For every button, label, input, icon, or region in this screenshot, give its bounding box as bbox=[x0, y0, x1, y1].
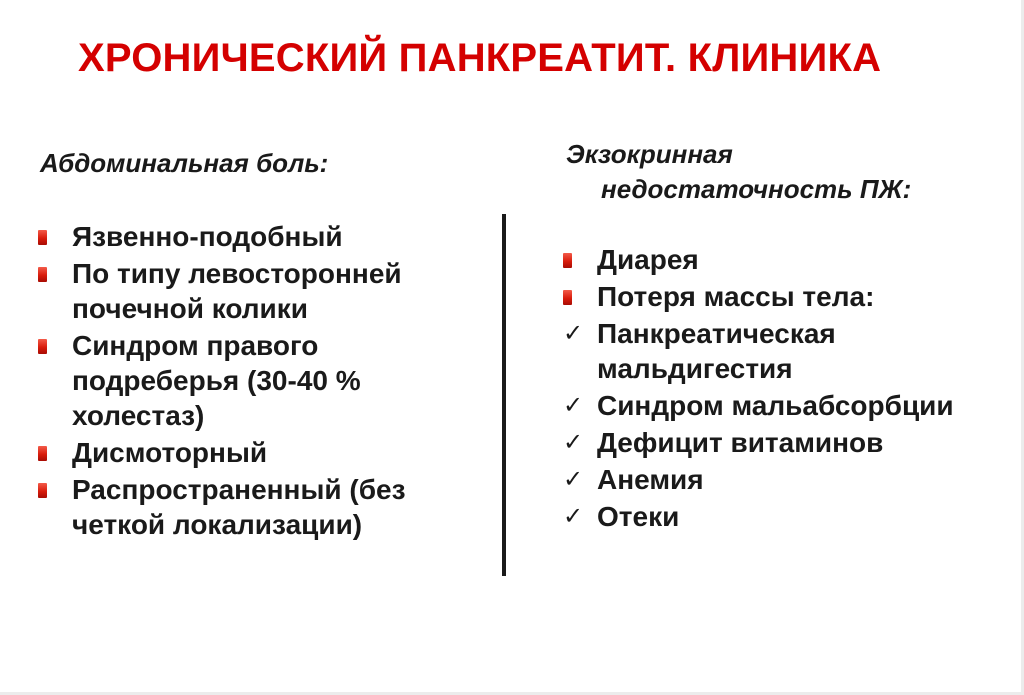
list-item-text-line: Анемия bbox=[597, 464, 704, 495]
red-bullet-icon bbox=[563, 290, 572, 305]
red-bullet-icon bbox=[38, 230, 47, 245]
list-item bbox=[38, 472, 405, 542]
list-item-text-line: Отеки bbox=[597, 501, 680, 532]
right-heading-line-2: недостаточность ПЖ: bbox=[601, 174, 912, 204]
list-item bbox=[563, 242, 954, 277]
red-bullet-icon bbox=[38, 446, 47, 461]
list-item bbox=[38, 219, 405, 254]
red-bullet-icon bbox=[38, 483, 47, 498]
list-item bbox=[38, 328, 405, 433]
right-heading-line-1: Экзокринная bbox=[566, 139, 733, 169]
checkmark-icon: ✓ bbox=[563, 465, 584, 493]
list-item-text-line: Диарея bbox=[597, 244, 699, 275]
pain-types-list bbox=[38, 219, 405, 544]
list-item bbox=[563, 499, 954, 534]
list-item-text-line: четкой локализации) bbox=[72, 509, 363, 540]
list-item-text-line: Язвенно-подобный bbox=[72, 221, 343, 252]
list-item-text-line: Панкреатическая bbox=[597, 318, 836, 349]
list-item bbox=[563, 462, 954, 497]
list-item-text-line: Дефицит витаминов bbox=[597, 427, 884, 458]
checkmark-icon: ✓ bbox=[563, 319, 584, 347]
column-divider bbox=[502, 214, 506, 576]
red-bullet-icon bbox=[38, 339, 47, 354]
list-item bbox=[563, 279, 954, 314]
list-item-text-line: подреберья (30-40 % bbox=[72, 365, 361, 396]
list-item bbox=[38, 435, 405, 470]
left-column-heading: Абдоминальная боль: bbox=[40, 148, 329, 178]
checkmark-icon: ✓ bbox=[563, 502, 584, 530]
checkmark-icon: ✓ bbox=[563, 391, 584, 419]
list-item-text-line: Дисмоторный bbox=[72, 437, 268, 468]
list-item-text-line: По типу левосторонней bbox=[72, 258, 402, 289]
list-item-text-line: почечной колики bbox=[72, 293, 308, 324]
exocrine-insufficiency-list bbox=[563, 242, 954, 536]
list-item bbox=[563, 425, 954, 460]
red-bullet-icon bbox=[563, 253, 572, 268]
list-item bbox=[563, 388, 954, 423]
list-item-text-line: Синдром правого bbox=[72, 330, 319, 361]
slide-title: ХРОНИЧЕСКИЙ ПАНКРЕАТИТ. КЛИНИКА bbox=[78, 36, 882, 80]
list-item-text-line: Распространенный (без bbox=[72, 474, 406, 505]
list-item-text-line: Потеря массы тела: bbox=[597, 281, 875, 312]
list-item-text-line: холестаз) bbox=[72, 400, 205, 431]
right-column-heading bbox=[566, 137, 911, 207]
list-item-text-line: Синдром мальабсорбции bbox=[597, 390, 954, 421]
list-item bbox=[563, 316, 954, 386]
red-bullet-icon bbox=[38, 267, 47, 282]
list-item bbox=[38, 256, 405, 326]
list-item-text-line: мальдигестия bbox=[597, 353, 793, 384]
checkmark-icon: ✓ bbox=[563, 428, 584, 456]
